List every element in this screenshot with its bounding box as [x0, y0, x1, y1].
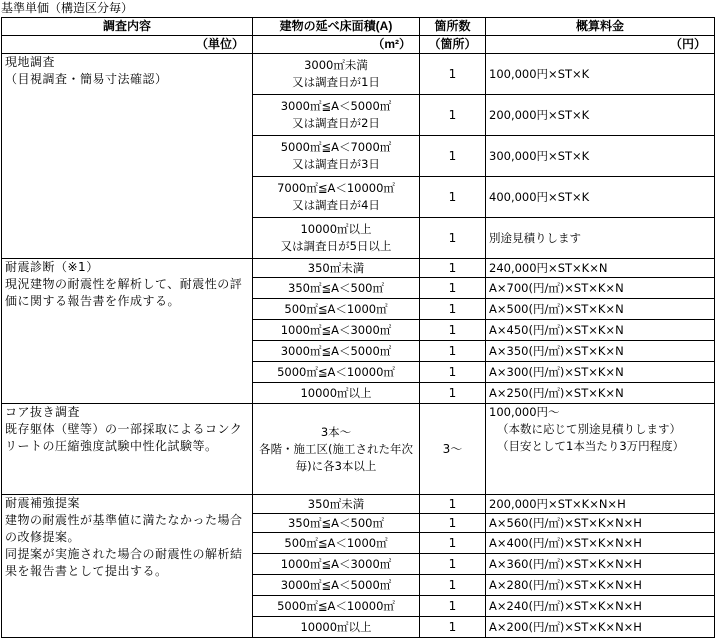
header-count: 箇所数 [420, 18, 486, 36]
area-cell [253, 278, 420, 299]
header-unit-count: （箇所） [420, 36, 486, 54]
area-line: 10000㎡以上 [300, 222, 372, 236]
count-cell: 1 [420, 177, 486, 218]
count-cell: 1 [420, 362, 486, 383]
fee-cell: A×500(円/㎡)×ST×K×N [486, 299, 715, 320]
area-line: 10000㎡以上 [300, 385, 372, 400]
section-description: （目視調査・簡易寸法確認） [5, 72, 168, 86]
header-unit-fee: （円） [486, 36, 715, 54]
area-cell [253, 54, 420, 95]
count-cell: 1 [420, 533, 486, 554]
table-row [2, 495, 715, 514]
fee-cell: 200,000円×ST×K×N×H [486, 495, 715, 514]
section-item [2, 404, 253, 495]
count-cell: 1 [420, 320, 486, 341]
count-cell: 3～ [420, 404, 486, 495]
area-line: 500㎡≦A＜1000㎡ [284, 301, 388, 316]
table-body [2, 54, 715, 638]
area-cell [253, 495, 420, 514]
area-line: 又は調査日が4日 [292, 198, 380, 212]
count-cell: 1 [420, 617, 486, 638]
count-cell: 1 [420, 54, 486, 95]
fee-cell: A×300(円/㎡)×ST×K×N [486, 362, 715, 383]
count-cell: 1 [420, 596, 486, 617]
table-row [2, 404, 715, 495]
price-table [1, 17, 715, 638]
count-cell: 1 [420, 278, 486, 299]
area-cell [253, 95, 420, 136]
count-cell: 1 [420, 218, 486, 259]
fee-cell: A×560(円/㎡)×ST×K×N×H [486, 514, 715, 533]
count-cell: 1 [420, 299, 486, 320]
fee-cell: 100,000円×ST×K [486, 54, 715, 95]
fee-cell: A×200(円/㎡)×ST×K×N×H [486, 617, 715, 638]
area-line: 350㎡≦A＜500㎡ [288, 280, 384, 295]
header-item: 調査内容 [2, 18, 253, 36]
area-line: 3000㎡≦A＜5000㎡ [280, 99, 392, 113]
fee-cell: A×280(円/㎡)×ST×K×N×H [486, 575, 715, 596]
count-cell: 1 [420, 136, 486, 177]
count-cell: 1 [420, 554, 486, 575]
table-caption: 基準単価（構造区分毎） [1, 1, 134, 15]
area-cell [253, 362, 420, 383]
area-cell [253, 533, 420, 554]
area-line: 5000㎡≦A＜7000㎡ [280, 140, 392, 154]
fee-line: （目安として1本当たり3万円程度） [497, 439, 685, 453]
section-description: 既存躯体（壁等）の一部採取によるコンクリートの圧縮強度試験中性化試験等。 [5, 422, 243, 453]
area-cell [253, 341, 420, 362]
header-unit-item: （単位） [2, 36, 253, 54]
area-cell [253, 136, 420, 177]
area-cell [253, 617, 420, 638]
area-cell [253, 320, 420, 341]
area-line: 10000㎡以上 [300, 619, 372, 634]
area-cell [253, 383, 420, 404]
count-cell: 1 [420, 575, 486, 596]
count-cell: 1 [420, 514, 486, 533]
area-line: 7000㎡≦A＜10000㎡ [277, 181, 395, 195]
fee-cell: A×360(円/㎡)×ST×K×N×H [486, 554, 715, 575]
area-line: 3000㎡≦A＜5000㎡ [280, 343, 392, 358]
table-row [2, 259, 715, 278]
area-line: 又は調査日が1日 [292, 75, 380, 89]
count-cell: 1 [420, 341, 486, 362]
section-description: 建物の耐震性が基準値に満たなかった場合の改修提案。 [5, 513, 243, 544]
section-item [2, 259, 253, 404]
area-cell [253, 218, 420, 259]
section-title: 現地調査 [5, 55, 56, 69]
fee-cell: 400,000円×ST×K [486, 177, 715, 218]
section-title: 耐震診断（※1） [5, 260, 99, 274]
area-line: 又は調査日が3日 [292, 157, 380, 171]
area-line: 3000㎡≦A＜5000㎡ [280, 577, 392, 592]
area-line: 350㎡≦A＜500㎡ [288, 515, 384, 530]
area-cell [253, 177, 420, 218]
header-fee: 概算料金 [486, 18, 715, 36]
header-unit-area: （m²） [253, 36, 420, 54]
section-title: コア抜き調査 [5, 405, 81, 419]
table-row [2, 54, 715, 95]
area-line: 1000㎡≦A＜3000㎡ [280, 556, 392, 571]
header-area: 建物の延べ床面積(A) [253, 18, 420, 36]
area-line: 1000㎡≦A＜3000㎡ [280, 322, 392, 337]
fee-cell: A×350(円/㎡)×ST×K×N [486, 341, 715, 362]
fee-line: 100,000円～ [489, 405, 560, 419]
fee-cell: A×400(円/㎡)×ST×K×N×H [486, 533, 715, 554]
section-item [2, 54, 253, 259]
count-cell: 1 [420, 95, 486, 136]
fee-cell: A×250(円/㎡)×ST×K×N [486, 383, 715, 404]
fee-cell: 300,000円×ST×K [486, 136, 715, 177]
section-description: 同提案が実施された場合の耐震性の解析結果を報告書として提出する。 [5, 547, 243, 578]
section-description: 現況建物の耐震性を解析して、耐震性の評価に関する報告書を作成する。 [5, 277, 243, 308]
count-cell: 1 [420, 495, 486, 514]
area-line: 350㎡未満 [307, 260, 365, 275]
area-line: 500㎡≦A＜1000㎡ [284, 535, 388, 550]
area-line: 又は調査日が5日以上 [280, 239, 392, 253]
section-item [2, 495, 253, 638]
area-cell [253, 299, 420, 320]
area-cell [253, 404, 420, 495]
section-title: 耐震補強提案 [5, 496, 81, 510]
fee-line: （本数に応じて別途見積りします） [497, 422, 681, 436]
area-line: 5000㎡≦A＜10000㎡ [277, 364, 395, 379]
area-line: 3本～ [320, 424, 352, 439]
fee-cell: 240,000円×ST×K×N [486, 259, 715, 278]
area-line: 各階・施工区(施工された年次毎)に各3本以上 [259, 441, 413, 473]
area-line: 又は調査日が2日 [292, 116, 380, 130]
count-cell: 1 [420, 383, 486, 404]
fee-cell [486, 404, 715, 495]
area-cell [253, 575, 420, 596]
area-cell [253, 259, 420, 278]
count-cell: 1 [420, 259, 486, 278]
area-cell [253, 596, 420, 617]
area-line: 3000㎡未満 [304, 58, 368, 72]
fee-cell: A×700(円/㎡)×ST×K×N [486, 278, 715, 299]
fee-cell: A×450(円/㎡)×ST×K×N [486, 320, 715, 341]
fee-cell: A×240(円/㎡)×ST×K×N×H [486, 596, 715, 617]
area-line: 5000㎡≦A＜10000㎡ [277, 598, 395, 613]
area-cell [253, 554, 420, 575]
area-line: 350㎡未満 [307, 496, 365, 511]
area-cell [253, 514, 420, 533]
fee-cell: 200,000円×ST×K [486, 95, 715, 136]
fee-cell: 別途見積りします [486, 218, 715, 259]
